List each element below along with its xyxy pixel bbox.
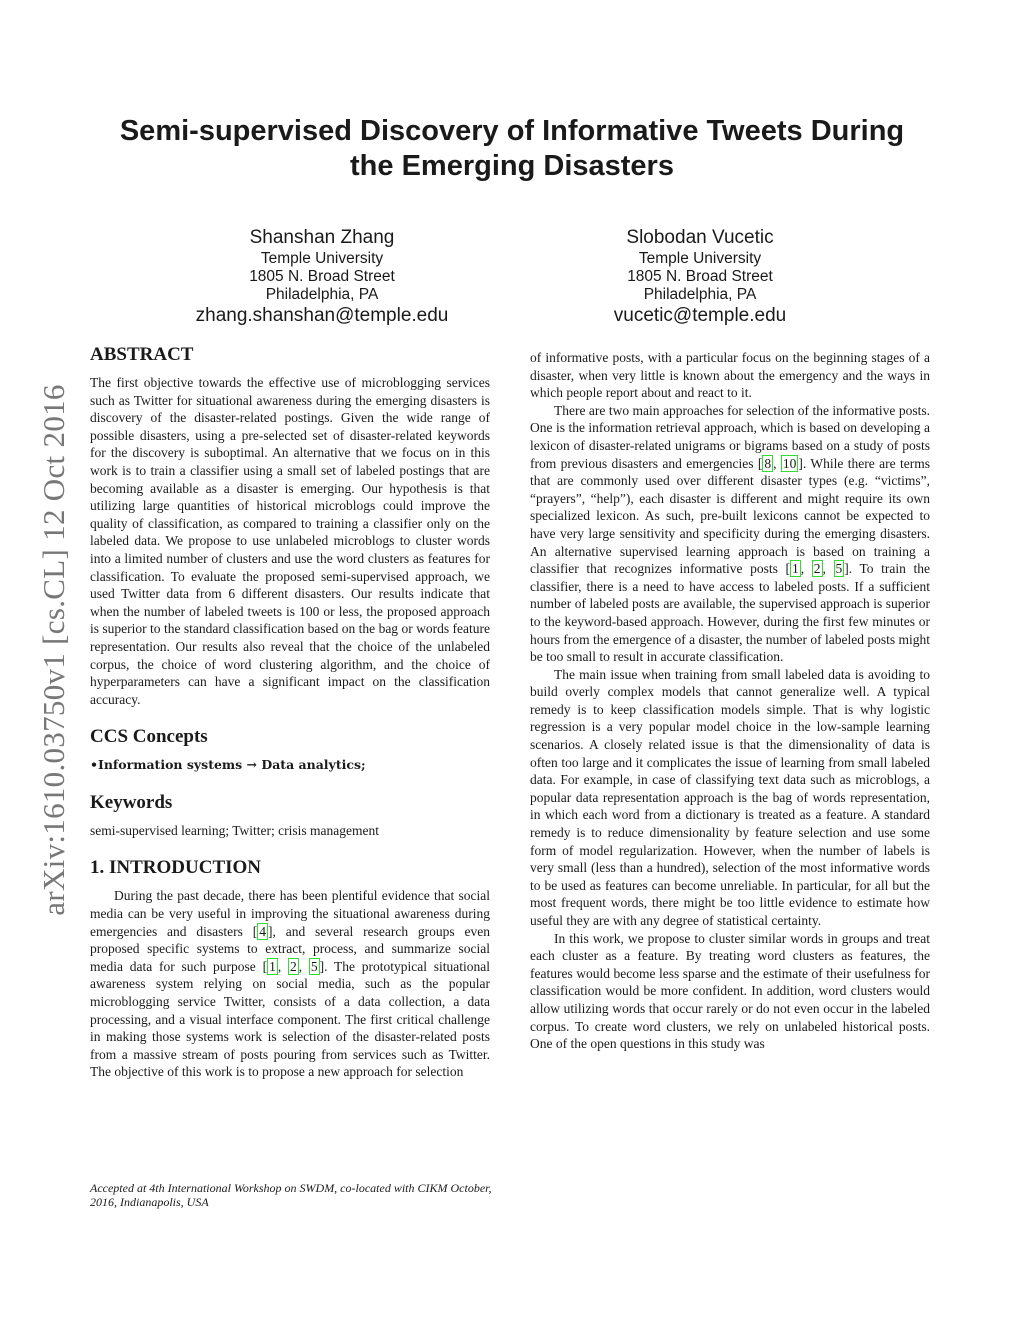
citation-link[interactable]: 1 (792, 561, 799, 577)
author-street: 1805 N. Broad Street (627, 268, 773, 285)
ccs-concepts: •Information systems → Data analytics; (90, 757, 366, 773)
abstract-text: The first objective towards the effective use of microblogging services such as Twitter for situational awareness during the emerging disasters is discovery of the disaster-related postings. Given the wide range of possible disasters, using a pre-selected set of disaster-related keywords for the discovery is suboptimal. An alternative that we focus on in this work is to train a classifier using a small set of labeled postings that are becoming available as a disaster is emerging. Our hypothesis is that utilizing large quantities of historical microblogs could improve the quality of classification, as compared to training a classifier only on the labeled data. We propose to use unlabeled microblogs to cluster words into a limited number of clusters and use the word clusters as features for classification. To evaluate the proposed semi-supervised approach, we used Twitter data from 6 different disasters. Our results indicate that when the number of labeled tweets is 100 or less, the proposed approach is superior to the standard classification based on the bag or words feature representation. Our results also reveal that the choice of the unlabeled corpus, the choice of word clustering algorithm, and the choice of hyperparameters can have a significant impact on the classification accuracy. (90, 375, 490, 707)
arxiv-identifier: arXiv:1610.03750v1 [cs.CL] 12 Oct 2016 (36, 384, 71, 916)
footnote: Accepted at 4th International Workshop on SWDM, co-located with CIKM October, 2016, Indianapolis, USA (90, 1181, 492, 1209)
citation-link[interactable]: 8 (764, 455, 772, 471)
citation-link[interactable]: 2 (289, 958, 297, 974)
introduction-heading: 1. INTRODUCTION (90, 857, 262, 879)
paragraph: of informative posts, with a particular focus on the beginning stages of a disaster, when very little is known about the emergency and the ways in which people report about and react to it. (530, 350, 930, 401)
arxiv-identifier-sidebar (34, 350, 74, 950)
paragraph: There are two main approaches for selection of the informative posts. One is the information retrieval approach, which is based on developing a lexicon of disaster-related unigrams or bigrams based on a study of posts from previous disasters and emergencies [ 8 , 10 ]. While there are terms that are commonly used over different disaster types (e.g. “victims”, “prayers”, “help”), each disaster is different and might require its own specialized lexicon. As such, pre-built lexicons cannot be expected to have very large sensitivity and specificity during the emerging disasters. An alternative supervised learning approach is based on training a classifier that recognizes informative posts [ 1 , 2 , 5 ]. To train the classifier, there is a need to have access to labeled posts. If a sufficient number of labeled posts are available, the supervised approach is superior to the keyword-based approach. However, during the first few minutes or hours from the emergence of a disaster, the number of labeled posts might be too small to result in accurate classification. (530, 402, 931, 665)
intro-text-b: , and several research groups even proposed specific systems to extract, process, and summarize social media data for such purpose (90, 923, 490, 974)
citation-link[interactable]: 5 (310, 958, 318, 974)
abstract-heading: ABSTRACT (90, 344, 194, 365)
paragraph: In this work, we propose to cluster similar words in groups and treat each cluster as a feature. By treating word clusters as features, the features would become less sparse and the estimate of their usefulness for classification would be more confident. In addition, word clusters would allow utilizing words that occur rarely or do not even occur in the labeled corpus. To create word clusters, we rely on unlabeled historical posts. One of the open questions in this study was (530, 930, 930, 1052)
citation-link[interactable]: 5 (835, 561, 843, 577)
title-line-2: the Emerging Disasters (350, 150, 674, 182)
author-affiliation: Temple University (260, 250, 384, 267)
author-city: Philadelphia, PA (265, 286, 379, 303)
keywords-text: semi-supervised learning; Twitter; crisis management (90, 822, 379, 838)
keywords-heading: Keywords (90, 791, 173, 813)
author-block-1 (172, 226, 472, 328)
author-affiliation: Temple University (638, 250, 762, 267)
author-street: 1805 N. Broad Street (249, 268, 395, 285)
intro-text-c: . The prototypical situational awareness system relying on social media, such as the popular microblogging service Twitter, consists of a data collection, a data processing, and a visual interface component. The first critical challenge in making those systems work is selection of the disaster-related posts from a massive stream of posts pouring from services such as Twitter. The objective of this work is to propose a new approach for selection (90, 958, 491, 1080)
author-name: Shanshan Zhang (249, 227, 395, 248)
citation-link[interactable]: 2 (813, 561, 821, 577)
right-column (530, 349, 930, 1053)
title-line-1: Semi-supervised Discovery of Informative Tweets During (119, 115, 905, 147)
ccs-heading: CCS Concepts (90, 726, 208, 748)
text-segment: . To train the classifier, there is a need to have access to labeled posts. If a sufficient number of labeled posts are available, the supervised approach is superior to the keyword-based approach. However, during the first few minutes or hours from the emergence of a disaster, the number of labeled posts might be too small to result in accurate classification. (530, 561, 931, 665)
intro-text-a: During the past decade, there has been plentiful evidence that social media can be very useful in improving the situational awareness during emergencies and disasters (90, 888, 490, 939)
paper-title (90, 114, 934, 184)
citation-link[interactable]: 1 (269, 958, 276, 974)
author-email[interactable]: zhang.shanshan@temple.edu (195, 305, 449, 326)
author-block-2 (550, 226, 850, 328)
author-name: Slobodan Vucetic (626, 227, 774, 248)
author-city: Philadelphia, PA (643, 286, 757, 303)
citation-link[interactable]: 4 (259, 923, 266, 939)
introduction-paragraph: During the past decade, there has been plentiful evidence that social media can be very useful in improving the situational awareness during emergencies and disasters [ 4 ], and several research groups even proposed specific systems to extract, process, and summarize social media data for such purpose [ 1 , 2 , 5 ]. The prototypical situational awareness system relying on social media, such as the popular microblogging service Twitter, consists of a data collection, a data processing, and a visual interface component. The first critical challenge in making those systems work is selection of the disaster-related posts from a massive stream of posts pouring from services such as Twitter. The objective of this work is to propose a new approach for selection (90, 888, 491, 1080)
left-column (90, 344, 490, 1081)
citation-link[interactable]: 10 (782, 455, 797, 471)
text-segment: There are two main approaches for selection of the informative posts. One is the information retrieval approach, which is based on developing a lexicon of disaster-related unigrams or bigrams based on a study of posts from previous disasters and emergencies (530, 402, 930, 471)
text-segment: . While there are terms that are commonly used over different disaster types (e.g. “victims”, “prayers”, “help”), each disaster is different and might require its own specialized lexicon. As such, pre-built lexicons cannot be expected to have very large sensitivity and specificity during the emerging disasters. An alternative supervised learning approach is based on training a classifier that recognizes informative posts (530, 455, 931, 577)
author-email[interactable]: vucetic@temple.edu (613, 305, 787, 326)
paragraph: The main issue when training from small labeled data is avoiding to build overly complex models that cannot generalize well. A typical remedy is to keep classification models simple. That is why logistic regression is a very popular model choice in the low-sample learning scenarios. A closely related issue is that the dimensionality of data is often too large and it complicates the issue of learning from small labeled data. For example, in case of classifying text data such as microblogs, a popular data representation approach is the bag of words representation, in which each word from a dictionary is treated as a feature. A standard remedy is to reduce dimensionality by feature selection and use some form of model regularization. However, when the number of labels is very small (less than a hundred), selection of the most informative words to be used as features can become unreliable. In particular, for all but the most frequent words, there might be too little evidence to estimate how useful they are with any degree of statistical certainty. (530, 666, 930, 928)
